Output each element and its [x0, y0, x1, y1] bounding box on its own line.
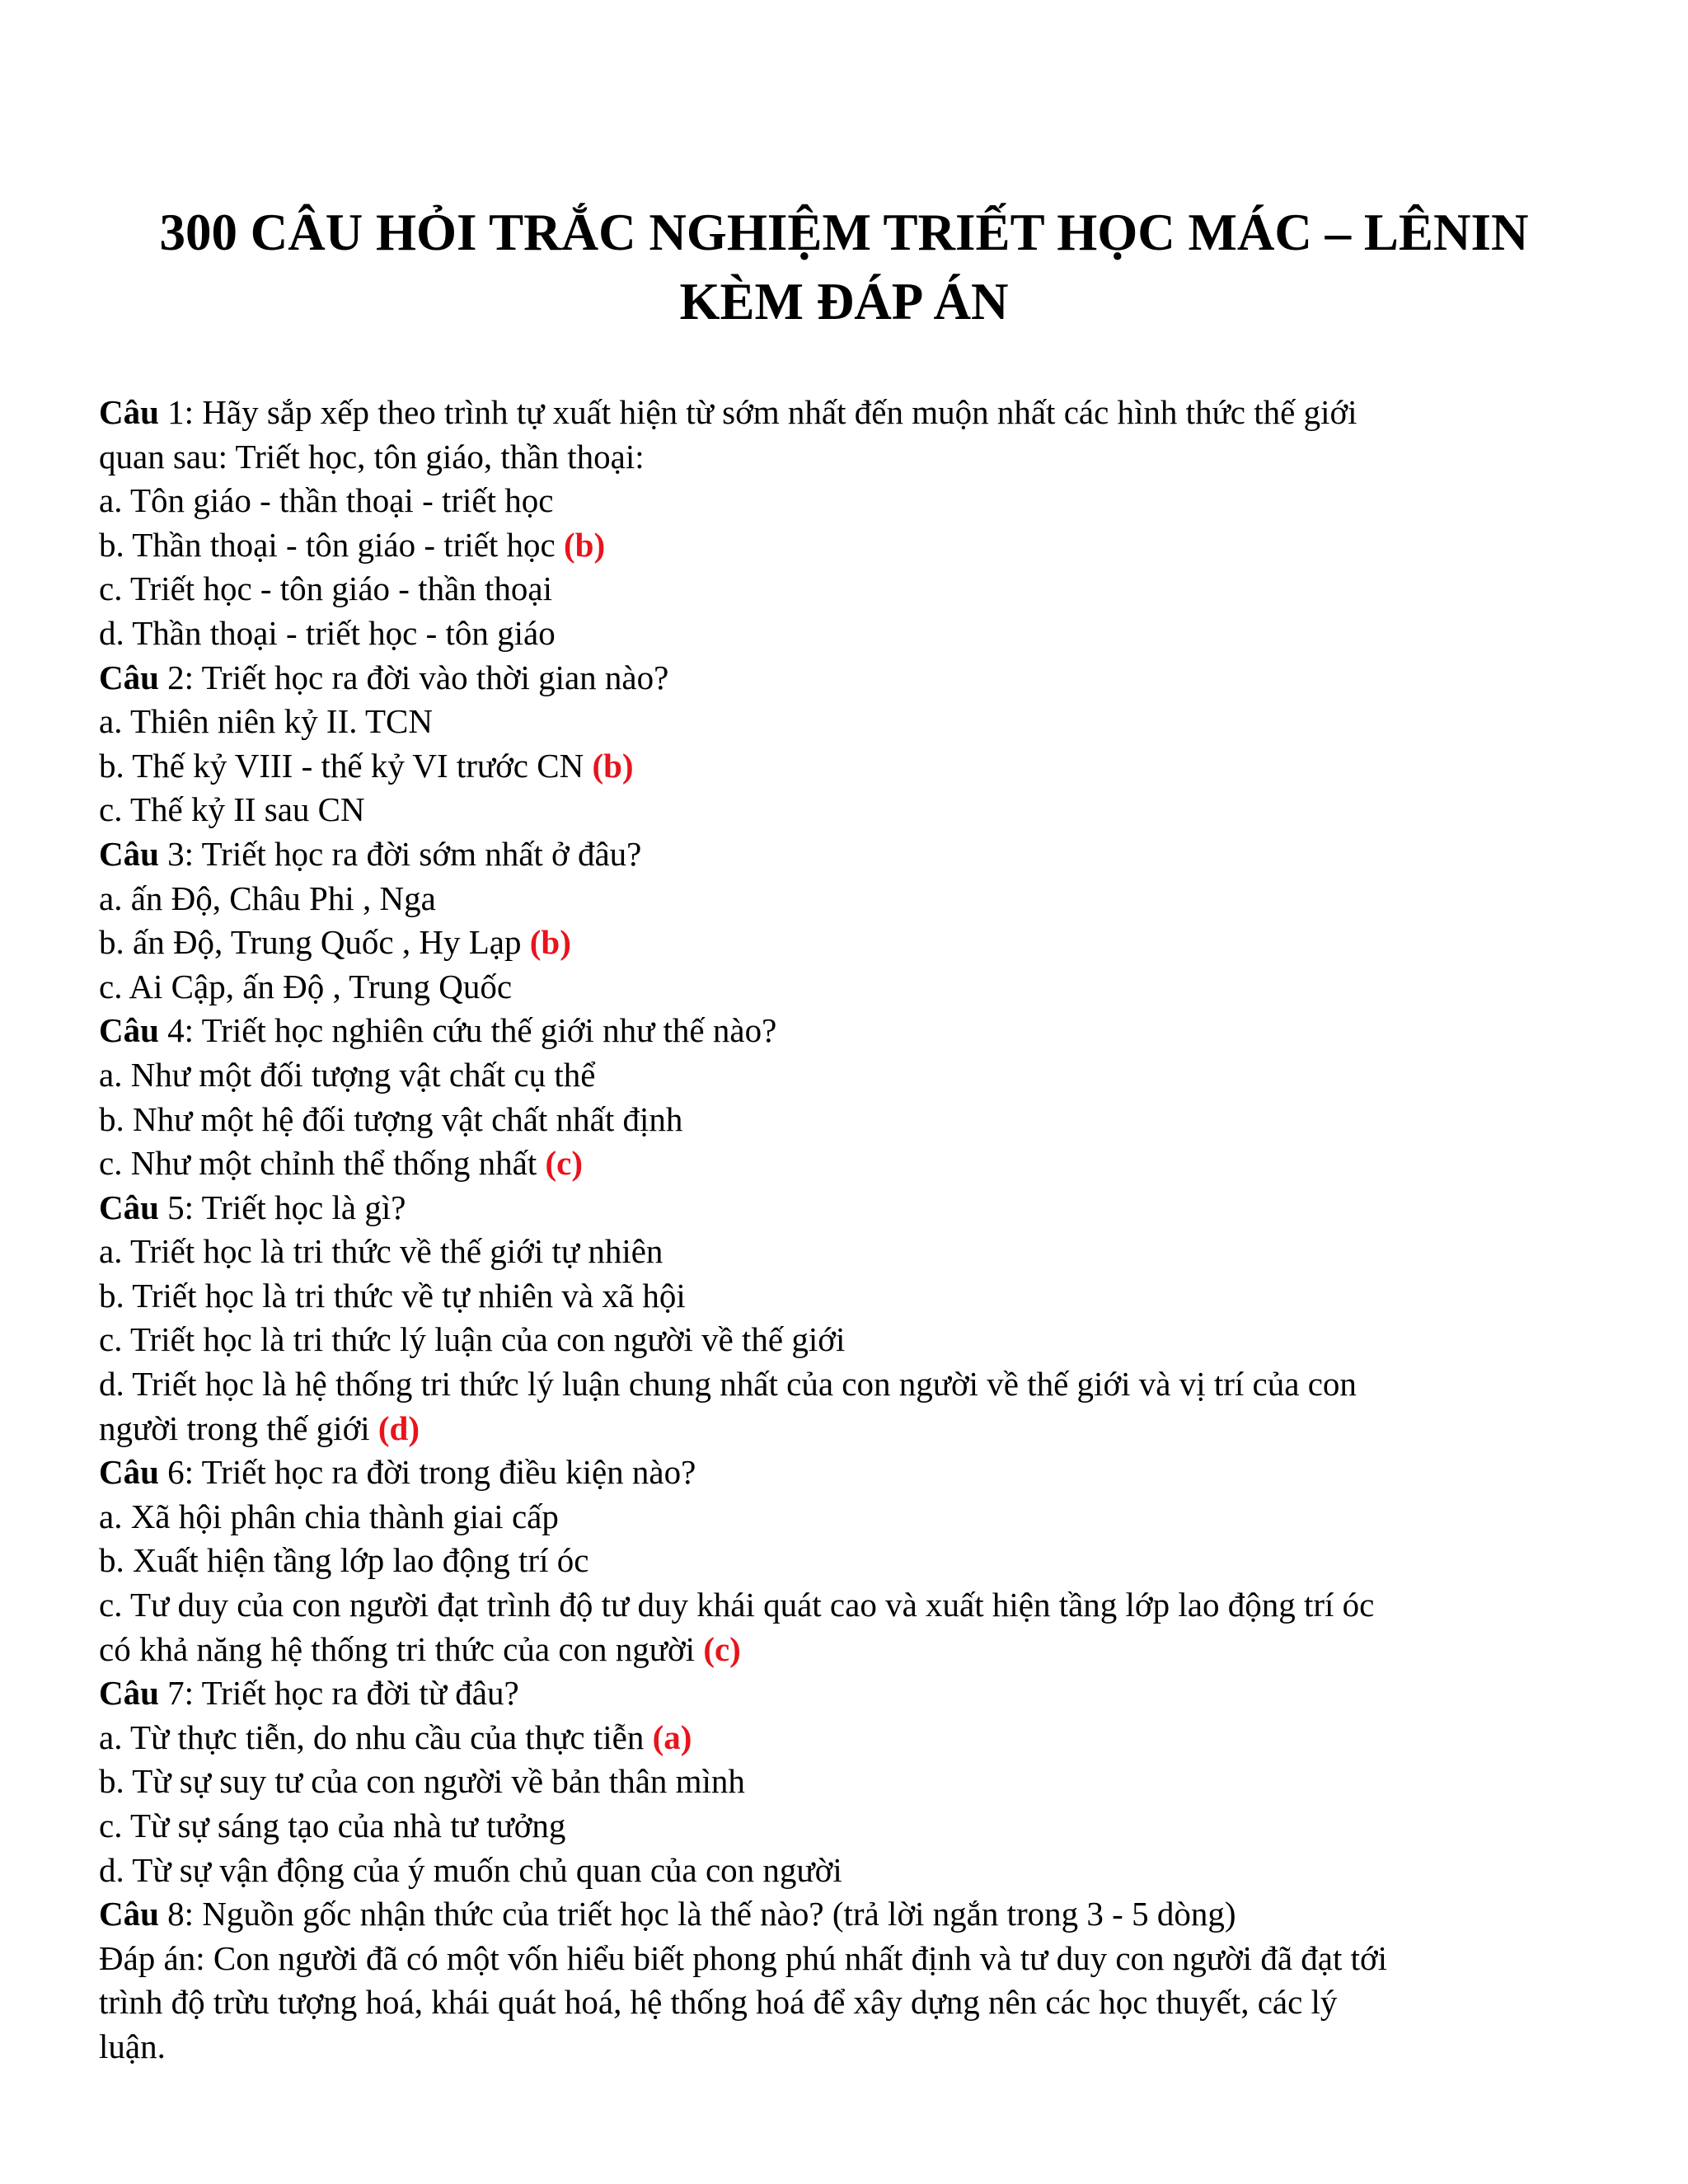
- option-line: [99, 1804, 1599, 1849]
- option-line: [99, 1230, 1599, 1274]
- option-line: [99, 1318, 1599, 1362]
- option-text: c. Ai Cập, ấn Độ , Trung Quốc: [99, 967, 513, 1005]
- question-label: Câu: [99, 393, 159, 431]
- option-line: [99, 1539, 1599, 1583]
- option-text: có khả năng hệ thống tri thức của con người: [99, 1629, 704, 1668]
- question-text: : Triết học ra đời sớm nhất ở đâu?: [184, 834, 642, 873]
- option-line: [99, 921, 1599, 965]
- option-text: c. Thế kỷ II sau CN: [99, 790, 365, 829]
- option-line: [99, 2025, 1599, 2069]
- option-line: [99, 523, 1599, 568]
- question-label: Câu: [99, 1674, 159, 1713]
- question-number: 3: [167, 834, 185, 873]
- question-number: 7: [167, 1674, 185, 1713]
- question-text: : Nguồn gốc nhận thức của triết học là thế nào? (trả lời ngắn trong 3 - 5 dòng): [184, 1895, 1236, 1933]
- option-text: c. Triết học - tôn giáo - thần thoại: [99, 569, 552, 608]
- option-line: [99, 700, 1599, 744]
- question-block: [99, 656, 1599, 832]
- title-line-2: KÈM ĐÁP ÁN: [679, 273, 1009, 330]
- option-line: [99, 877, 1599, 921]
- question-text: : Hãy sắp xếp theo trình tự xuất hiện từ sớm nhất đến muộn nhất các hình thức thế giới: [184, 393, 1357, 431]
- question-label: Câu: [99, 1453, 159, 1492]
- option-text: a. Như một đối tượng vật chất cụ thể: [99, 1055, 596, 1094]
- question-label: Câu: [99, 834, 159, 873]
- question-number: 4: [167, 1011, 185, 1050]
- question-label: Câu: [99, 1188, 159, 1226]
- question-text-line: [99, 435, 1599, 480]
- answer-key: (a): [652, 1718, 692, 1756]
- option-text: a. Triết học là tri thức về thế giới tự nhiên: [99, 1232, 663, 1271]
- question-block: [99, 832, 1599, 1009]
- question-block: [99, 1671, 1599, 1892]
- question-text-line: [99, 1671, 1599, 1716]
- option-line: [99, 1760, 1599, 1804]
- answer-key: (c): [545, 1144, 583, 1183]
- title-line-1: 300 CÂU HỎI TRẮC NGHIỆM TRIẾT HỌC MÁC – LÊNIN: [159, 204, 1529, 261]
- option-line: [99, 1628, 1599, 1672]
- question-text-line: [99, 832, 1599, 877]
- answer-key: (d): [377, 1408, 420, 1447]
- option-line: [99, 1849, 1599, 1893]
- question-number: 6: [167, 1453, 185, 1492]
- option-line: [99, 1053, 1599, 1098]
- option-line: [99, 1937, 1599, 1981]
- option-line: [99, 1495, 1599, 1540]
- option-text: a. ấn Độ, Châu Phi , Nga: [99, 879, 436, 917]
- answer-key: (b): [592, 746, 634, 785]
- answer-key: (c): [703, 1629, 741, 1668]
- option-text: b. Xuất hiện tầng lớp lao động trí óc: [99, 1541, 589, 1580]
- option-line: [99, 965, 1599, 1010]
- option-line: [99, 567, 1599, 612]
- question-block: [99, 391, 1599, 656]
- question-label: Câu: [99, 1895, 159, 1933]
- option-text: d. Triết học là hệ thống tri thức lý luận chung nhất của con người về thế giới và vị trí của con: [99, 1365, 1357, 1404]
- question-text-line: [99, 1186, 1599, 1230]
- answer-key: (b): [529, 923, 571, 962]
- question-block: [99, 1186, 1599, 1451]
- question-block: [99, 1451, 1599, 1671]
- option-line: [99, 1362, 1599, 1407]
- question-number: 2: [167, 658, 185, 696]
- option-text: b. Thế kỷ VIII - thế kỷ VI trước CN: [99, 746, 593, 785]
- option-text: b. ấn Độ, Trung Quốc , Hy Lạp: [99, 923, 530, 962]
- question-text: : Triết học ra đời trong điều kiện nào?: [184, 1453, 696, 1492]
- option-text: luận.: [99, 2027, 166, 2065]
- question-text-line: [99, 656, 1599, 701]
- question-list: [99, 391, 1599, 2069]
- option-line: [99, 1583, 1599, 1628]
- question-number: 5: [167, 1188, 185, 1226]
- option-text: a. Từ thực tiễn, do nhu cầu của thực tiễn: [99, 1718, 653, 1756]
- question-text-line: [99, 1892, 1599, 1937]
- option-text: trình độ trừu tượng hoá, khái quát hoá, hệ thống hoá để xây dựng nên các học thuyết, các lý: [99, 1983, 1338, 2022]
- option-text: d. Từ sự vận động của ý muốn chủ quan của con người: [99, 1850, 842, 1889]
- option-text: c. Triết học là tri thức lý luận của con người về thế giới: [99, 1320, 846, 1359]
- question-block: [99, 1892, 1599, 2069]
- question-text: quan sau: Triết học, tôn giáo, thần thoại:: [99, 437, 645, 476]
- option-line: [99, 744, 1599, 789]
- option-text: b. Như một hệ đối tượng vật chất nhất định: [99, 1099, 683, 1138]
- option-line: [99, 612, 1599, 656]
- option-text: Đáp án: Con người đã có một vốn hiểu biết phong phú nhất định và tư duy con người đã đạt tới: [99, 1938, 1388, 1977]
- question-text-line: [99, 1451, 1599, 1495]
- option-line: [99, 1407, 1599, 1451]
- option-text: c. Tư duy của con người đạt trình độ tư duy khái quát cao và xuất hiện tầng lớp lao động trí óc: [99, 1586, 1375, 1624]
- option-text: c. Từ sự sáng tạo của nhà tư tưởng: [99, 1807, 566, 1844]
- option-text: a. Thiên niên kỷ II. TCN: [99, 702, 433, 741]
- option-text: a. Tôn giáo - thần thoại - triết học: [99, 481, 554, 520]
- question-text: : Triết học ra đời từ đâu?: [184, 1674, 519, 1713]
- option-text: a. Xã hội phân chia thành giai cấp: [99, 1497, 559, 1535]
- option-line: [99, 1141, 1599, 1186]
- question-text: : Triết học là gì?: [184, 1188, 406, 1226]
- option-line: [99, 1098, 1599, 1142]
- question-text-line: [99, 391, 1599, 435]
- option-line: [99, 1980, 1599, 2025]
- option-line: [99, 788, 1599, 832]
- option-text: người trong thế giới: [99, 1408, 378, 1447]
- answer-key: (b): [564, 525, 606, 564]
- option-text: b. Thần thoại - tôn giáo - triết học: [99, 525, 564, 564]
- document-title: [0, 198, 1688, 336]
- question-block: [99, 1009, 1599, 1185]
- option-line: [99, 479, 1599, 523]
- question-number: 1: [167, 393, 185, 431]
- question-number: 8: [167, 1895, 185, 1933]
- option-text: c. Như một chỉnh thể thống nhất: [99, 1144, 546, 1183]
- option-text: b. Triết học là tri thức về tự nhiên và xã hội: [99, 1276, 686, 1315]
- option-text: b. Từ sự suy tư của con người về bản thân mình: [99, 1762, 745, 1801]
- option-text: d. Thần thoại - triết học - tôn giáo: [99, 613, 556, 652]
- option-line: [99, 1274, 1599, 1319]
- question-label: Câu: [99, 1011, 159, 1050]
- question-text: : Triết học nghiên cứu thế giới như thế nào?: [184, 1011, 777, 1050]
- question-label: Câu: [99, 658, 159, 696]
- question-text: : Triết học ra đời vào thời gian nào?: [184, 658, 669, 696]
- option-line: [99, 1716, 1599, 1760]
- question-text-line: [99, 1009, 1599, 1053]
